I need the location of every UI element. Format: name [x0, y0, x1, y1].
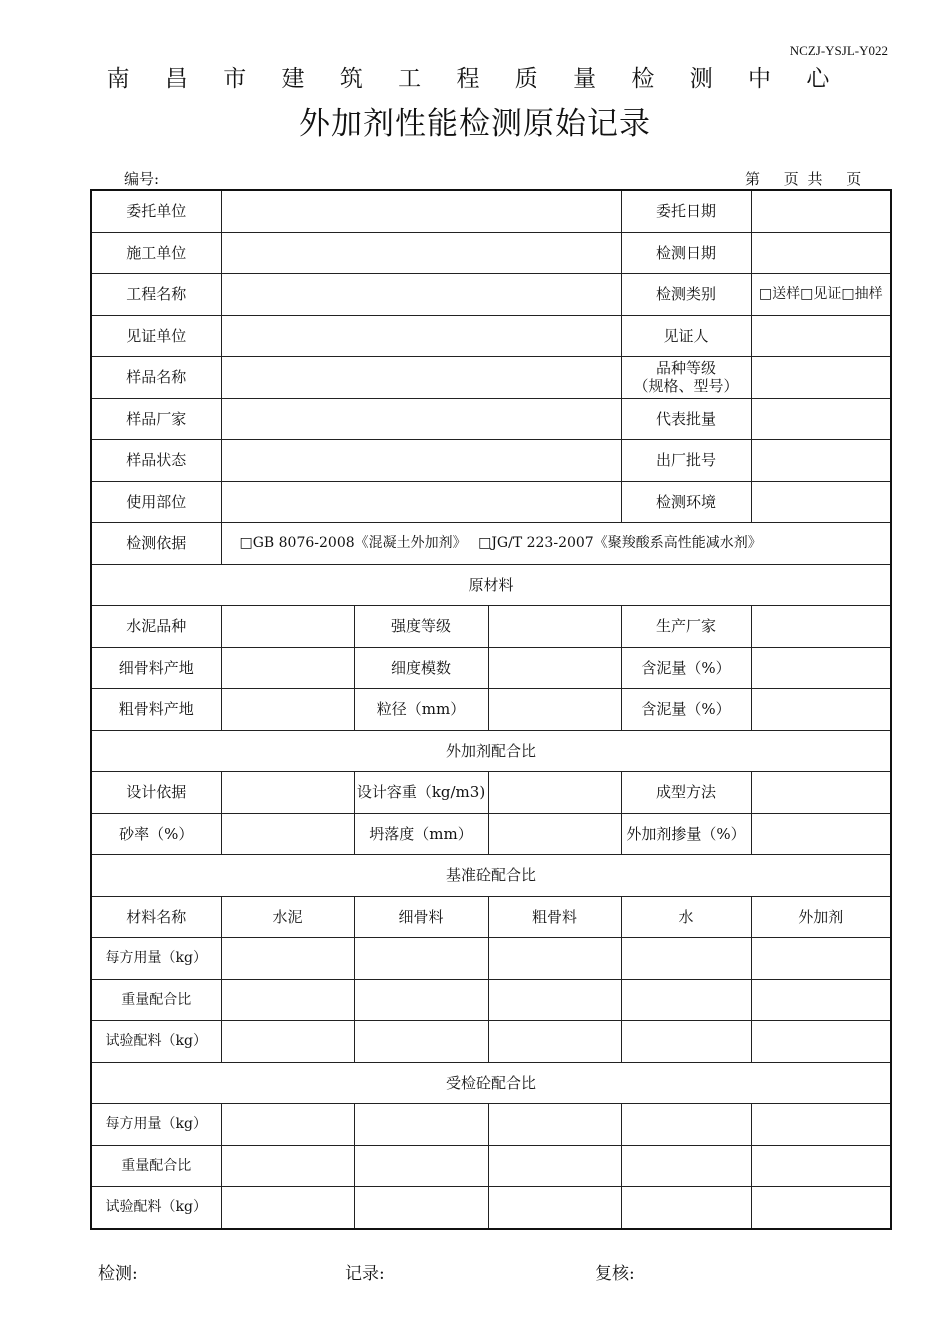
info-value[interactable]: [221, 357, 621, 399]
mix-cell[interactable]: [221, 1021, 354, 1063]
row-label: 重量配合比: [91, 1145, 221, 1187]
mix-row: [91, 1187, 891, 1229]
page-title: 外加剂性能检测原始记录: [299, 106, 651, 142]
admixture-mix-heading: 外加剂配合比: [91, 730, 891, 772]
column-header: 水: [621, 896, 751, 938]
info-label: 委托日期: [621, 190, 751, 232]
info-row: [91, 232, 891, 274]
field-label: 生产厂家: [621, 606, 751, 648]
info-value[interactable]: [221, 232, 621, 274]
mix-cell[interactable]: [354, 1187, 488, 1229]
info-label: 样品状态: [91, 440, 221, 482]
info-label: 出厂批号: [621, 440, 751, 482]
material-header-row: [91, 896, 891, 938]
info-label: 代表批量: [621, 398, 751, 440]
raw-material-row: [91, 606, 891, 648]
mix-cell[interactable]: [621, 1187, 751, 1229]
field-label: 粗骨料产地: [91, 689, 221, 731]
field-label: 细度模数: [354, 647, 488, 689]
mix-cell[interactable]: [621, 1021, 751, 1063]
info-label: 使用部位: [91, 481, 221, 523]
info-label: 见证人: [621, 315, 751, 357]
mix-cell[interactable]: [751, 1145, 891, 1187]
info-row: [91, 190, 891, 232]
info-row: [91, 357, 891, 399]
mix-cell[interactable]: [621, 1145, 751, 1187]
field-label: 设计依据: [91, 772, 221, 814]
info-label: 检测环境: [621, 481, 751, 523]
tester-signature-label: 检测:: [98, 1264, 138, 1284]
info-value[interactable]: [221, 398, 621, 440]
mix-cell[interactable]: [488, 1021, 621, 1063]
basis-options[interactable]: □GB 8076-2008《混凝土外加剂》 □JG/T 223-2007《聚羧酸系高性能减水剂》: [221, 523, 891, 565]
mix-cell[interactable]: [221, 1187, 354, 1229]
field-label: 水泥品种: [91, 606, 221, 648]
info-value[interactable]: [751, 398, 891, 440]
raw-material-row: [91, 689, 891, 731]
mix-cell[interactable]: [621, 979, 751, 1021]
info-value[interactable]: [751, 315, 891, 357]
info-value[interactable]: [751, 232, 891, 274]
mix-cell[interactable]: [488, 979, 621, 1021]
section-heading-row: [91, 1062, 891, 1104]
raw-materials-heading: 原材料: [91, 564, 891, 606]
column-header: 粗骨料: [488, 896, 621, 938]
field-value[interactable]: [488, 689, 621, 731]
mix-cell[interactable]: [221, 979, 354, 1021]
mix-cell[interactable]: [354, 979, 488, 1021]
mix-cell[interactable]: [751, 1104, 891, 1146]
field-label: 成型方法: [621, 772, 751, 814]
basis-row: [91, 523, 891, 565]
info-label: 见证单位: [91, 315, 221, 357]
field-label: 含泥量（%）: [621, 647, 751, 689]
field-value[interactable]: [751, 772, 891, 814]
info-row: [91, 440, 891, 482]
field-value[interactable]: [488, 647, 621, 689]
field-value[interactable]: [488, 813, 621, 855]
reference-mix-heading: 基准砼配合比: [91, 855, 891, 897]
info-label-sub: （规格、型号）: [633, 377, 739, 396]
field-label: 强度等级: [354, 606, 488, 648]
mix-cell[interactable]: [751, 979, 891, 1021]
mix-cell[interactable]: [488, 938, 621, 980]
field-label: 粒径（mm）: [354, 689, 488, 731]
info-label: 施工单位: [91, 232, 221, 274]
organization-name: 南 昌 市 建 筑 工 程 质 量 检 测 中 心: [106, 66, 844, 92]
info-value[interactable]: [751, 357, 891, 399]
info-value[interactable]: [751, 440, 891, 482]
mix-row: [91, 1021, 891, 1063]
test-category-options[interactable]: □送样□见证□抽样: [751, 274, 891, 316]
field-value[interactable]: [751, 647, 891, 689]
field-value[interactable]: [221, 689, 354, 731]
field-value[interactable]: [488, 606, 621, 648]
page-count-label: 第 页 共 页: [745, 170, 862, 188]
info-value[interactable]: [221, 190, 621, 232]
reviewer-signature-label: 复核:: [595, 1264, 635, 1284]
info-label: 检测类别: [621, 274, 751, 316]
mix-cell[interactable]: [221, 1145, 354, 1187]
info-value[interactable]: [751, 190, 891, 232]
mix-row: [91, 1104, 891, 1146]
field-value[interactable]: [221, 647, 354, 689]
test-mix-heading: 受检砼配合比: [91, 1062, 891, 1104]
column-header: 外加剂: [751, 896, 891, 938]
mix-cell[interactable]: [488, 1104, 621, 1146]
column-header: 细骨料: [354, 896, 488, 938]
info-label: 样品厂家: [91, 398, 221, 440]
field-label: 细骨料产地: [91, 647, 221, 689]
info-label-two-line: [621, 357, 751, 399]
mix-row: [91, 979, 891, 1021]
document-code: NCZJ-YSJL-Y022: [789, 43, 888, 58]
mix-cell[interactable]: [488, 1187, 621, 1229]
info-value[interactable]: [221, 315, 621, 357]
field-label: 坍落度（mm）: [354, 813, 488, 855]
section-heading-row: [91, 564, 891, 606]
admixture-row: [91, 772, 891, 814]
row-label: 重量配合比: [91, 979, 221, 1021]
field-value[interactable]: [488, 772, 621, 814]
column-header: 材料名称: [91, 896, 221, 938]
info-label: 样品名称: [91, 357, 221, 399]
recorder-signature-label: 记录:: [345, 1264, 385, 1284]
info-label: 工程名称: [91, 274, 221, 316]
record-number-label: 编号:: [124, 170, 160, 188]
row-label: 每方用量（kg）: [91, 938, 221, 980]
mix-cell[interactable]: [751, 938, 891, 980]
mix-cell[interactable]: [751, 1021, 891, 1063]
mix-cell[interactable]: [354, 1021, 488, 1063]
info-value[interactable]: [221, 440, 621, 482]
mix-cell[interactable]: [221, 1104, 354, 1146]
field-value[interactable]: [751, 689, 891, 731]
basis-label: 检测依据: [91, 523, 221, 565]
field-label: 砂率（%）: [91, 813, 221, 855]
mix-row: [91, 1145, 891, 1187]
field-value[interactable]: [221, 606, 354, 648]
row-label: 试验配料（kg）: [91, 1187, 221, 1229]
mix-cell[interactable]: [354, 938, 488, 980]
mix-cell[interactable]: [354, 1104, 488, 1146]
mix-cell[interactable]: [751, 1187, 891, 1229]
field-value[interactable]: [751, 606, 891, 648]
mix-row: [91, 938, 891, 980]
info-label: 检测日期: [621, 232, 751, 274]
mix-cell[interactable]: [621, 938, 751, 980]
field-value[interactable]: [221, 813, 354, 855]
mix-cell[interactable]: [488, 1145, 621, 1187]
info-value[interactable]: [751, 481, 891, 523]
column-header: 水泥: [221, 896, 354, 938]
mix-cell[interactable]: [621, 1104, 751, 1146]
admixture-row: [91, 813, 891, 855]
section-heading-row: [91, 855, 891, 897]
info-value[interactable]: [221, 274, 621, 316]
mix-cell[interactable]: [354, 1145, 488, 1187]
field-value[interactable]: [751, 813, 891, 855]
info-label-main: 品种等级: [655, 359, 716, 378]
field-label: 含泥量（%）: [621, 689, 751, 731]
mix-cell[interactable]: [221, 938, 354, 980]
record-table: [90, 189, 892, 1230]
raw-material-row: [91, 647, 891, 689]
info-row: [91, 274, 891, 316]
field-value[interactable]: [221, 772, 354, 814]
field-label: 设计容重（kg/m3): [354, 772, 488, 814]
info-row: [91, 481, 891, 523]
row-label: 试验配料（kg）: [91, 1021, 221, 1063]
info-label: 委托单位: [91, 190, 221, 232]
info-row: [91, 315, 891, 357]
row-label: 每方用量（kg）: [91, 1104, 221, 1146]
field-label: 外加剂掺量（%）: [621, 813, 751, 855]
section-heading-row: [91, 730, 891, 772]
info-row: [91, 398, 891, 440]
info-value[interactable]: [221, 481, 621, 523]
